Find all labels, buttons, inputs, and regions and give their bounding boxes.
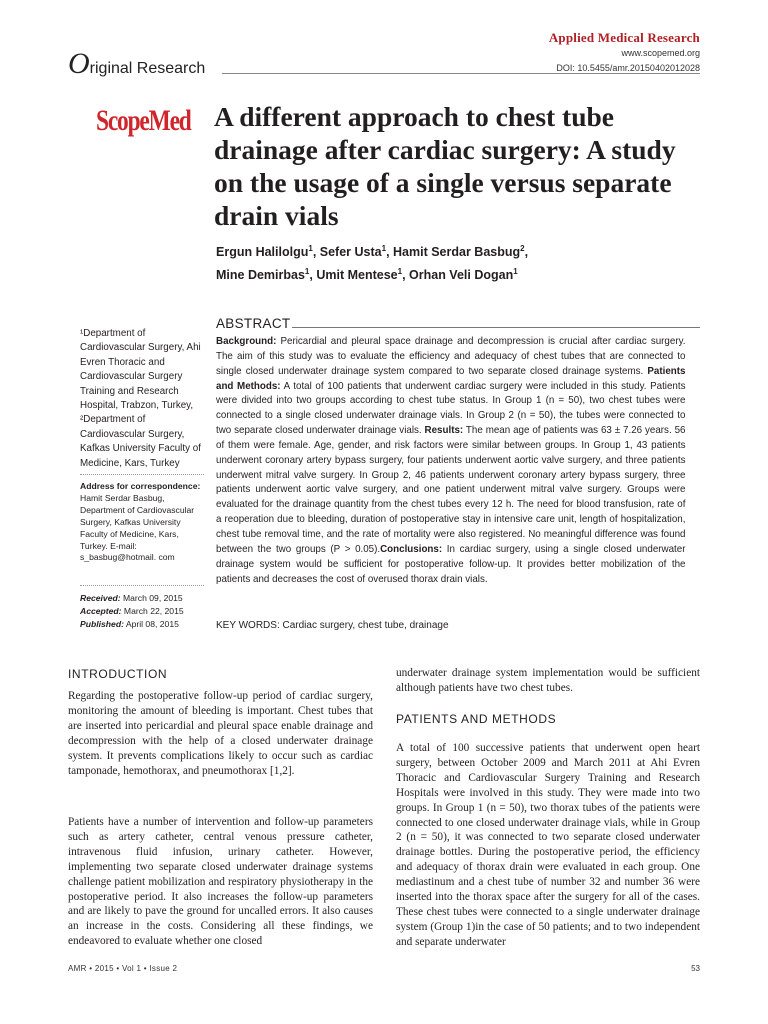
section-heading: PATIENTS AND METHODS: [396, 712, 557, 726]
abstract-conclusions: In cardiac surgery, using a single closed underwater drainage system would be sufficient for postoperative follow-up. It provides better mobilization of the patients and decreases the cost of overused thorax drain vials.: [216, 543, 686, 585]
abstract-background: Pericardial and pleural space drainage and decompression is crucial after cardiac surgery. The aim of this study was to evaluate the efficiency and adequacy of chest tubes that are connected to single closed underwater drainage system compared to two separate closed drainage systems.: [216, 336, 686, 377]
published-label: Published:: [80, 619, 124, 629]
received-date: March 09, 2015: [120, 593, 183, 603]
footer-citation: AMR • 2015 • Vol 1 • Issue 2: [68, 964, 178, 973]
article-title: A different approach to chest tube drainage after cardiac surgery: A study on the usage of a single versus separate drain vials: [214, 101, 676, 231]
author: Hamit Serdar Basbug: [393, 245, 521, 260]
accepted-date: March 22, 2015: [121, 606, 184, 616]
abstract-label: Background:: [216, 336, 277, 347]
journal-website[interactable]: www.scopemed.org: [621, 48, 700, 58]
author: Umit Mentese: [316, 268, 398, 283]
section-heading: INTRODUCTION: [68, 667, 168, 681]
abstract-methods: A total of 100 patients that underwent cardiac surgery were included in this study. Patients were divided into two groups according to chest tube status. In Group 1 (n = 50), two chest tubes were connected to a single closed underwater drainage vials. In Group 2 (n = 50), the tubes were connected to two separate closed underwater drainage vials.: [216, 380, 686, 437]
author: Mine Demirbas: [216, 268, 305, 283]
affil-mark: 1: [304, 267, 310, 277]
article-dates: [80, 592, 206, 631]
abstract-text: [216, 335, 685, 587]
scopemed-logo: ScopeMed: [96, 104, 191, 137]
paragraph: Regarding the postoperative follow-up period of cardiac surgery, monitoring the amount of bleeding is important. Chest tubes that are inserted into pericardial and pleural space enable drainage and decompression with the help of a closed underwater drainage system. It prevents complications likely to occur such as cardiac tamponade, hemothorax, and pneumothorax [1,2].: [68, 690, 373, 777]
author: Sefer Usta: [319, 245, 382, 260]
paragraph: Patients have a number of intervention and follow-up parameters such as artery catheter, central venous pressure catheter, intravenous fluid infusion, urinary catheter. However, implementing two separate closed underwater drainage systems challenge patient mobilization and respiratory physiotherapy in the postoperative period. It also increases the follow-up parameters and are likely to pave the ground for uncalled errors. It also causes an increase in the costs. Considering all these findings, we endeavored to evaluate whether one closed: [68, 816, 373, 948]
divider: [80, 474, 204, 475]
section-initial: O: [68, 47, 90, 80]
section-label-rest: riginal Research: [89, 60, 206, 77]
paragraph: underwater drainage system implementation would be sufficient although patients have two chest tubes.: [396, 667, 700, 694]
received-label: Received:: [80, 593, 121, 603]
author: Ergun Halilolgu: [216, 245, 309, 260]
keywords: KEY WORDS: Cardiac surgery, chest tube, drainage: [216, 620, 449, 631]
published-date: April 08, 2015: [123, 619, 179, 629]
abstract-rule: [292, 327, 700, 328]
journal-name: Applied Medical Research: [548, 30, 700, 45]
header-rule: [222, 73, 700, 74]
correspondence-heading: Address for correspondence:: [80, 481, 201, 491]
affil-mark: 2: [520, 244, 525, 253]
affil-mark: 1: [308, 244, 313, 253]
accepted-label: Accepted:: [80, 606, 122, 616]
paragraph: A total of 100 successive patients that underwent open heart surgery, between October 2009 and March 2011 at Ahi Evren Thoracic and Cardiovascular Surgery Training and Research Hospitals were involved in this study. They were made into two groups. In Group 1 (n = 50), two thorax tubes of the patients were connected to one closed underwater drainage vials, while in Group 2 (n = 50), it was connected to two separate closed underwater drainage bottles. During the postoperative period, the efficiency and adequacy of thorax drain were evaluated in each group. One mediastinum and a chest tube of number 32 and number 36 were inserted into the thorax space after the surgery for all of the cases. These chest tubes were connected to a single underwater drainage system (Group 1)in the case of 50 patients; and to two independent and separate underwater: [396, 742, 700, 948]
author: Orhan Veli Dogan: [409, 268, 514, 283]
page-number: 53: [691, 964, 700, 973]
correspondence-text: Hamit Serdar Basbug, Department of Cardiovascular Surgery, Kafkas University Faculty of Medicine, Kars, Turkey. E-mail: s_basbug@hotmail. com: [80, 492, 195, 563]
author-list: Ergun Halilolgu$^1$, Sefer Usta$^1$, Hamit Serdar Basbug$^2$, Mine Demirbas$^1$, Umit Mentese$^1$, Orhan Veli Dogan$^1$: [216, 244, 529, 283]
affil-mark: 1: [397, 267, 403, 277]
affil-mark: 1: [513, 267, 518, 277]
abstract-heading: ABSTRACT: [216, 316, 291, 331]
abstract-label: Results:: [424, 425, 464, 437]
abstract-label: Conclusions:: [380, 543, 443, 555]
doi[interactable]: DOI: 10.5455/amr.20150402012028: [556, 63, 700, 73]
affil-mark: 1: [381, 244, 387, 253]
section-label: [68, 47, 206, 80]
correspondence: [80, 481, 206, 564]
abstract-label: Patients and Methods:: [216, 365, 686, 392]
divider: [80, 585, 204, 586]
abstract-results: The mean age of patients was 63 ± 7.26 years. 56 of them were female. Age, gender, and risk factors were similar between groups. In Group 1, 43 patients underwent coronary artery bypass surgery, four patients underwent aortic valve surgery, and three patients underwent mitral valve surgery. In Group 2, 46 patients underwent coronary artery bypass surgery, three patients underwent aortic valve surgery, and one patient underwent mitral valve surgery. Groups were evaluated for the drainage quantity from the chest tubes every 12 h. The need for blood transfusion, rate of a reoperation due to bleeding, duration of postoperative stay in intensive care unit, length of hospitalization, chest tube removal time, and the rate of mortality were also registered. No meaningful difference was found between the two groups (P > 0.05).: [216, 425, 686, 555]
affiliations: ¹Department of Cardiovascular Surgery, Ahi Evren Thoracic and Cardiovascular Surgery Training and Research Hospital, Trabzon, Turkey, ²Department of Cardiovascular Surgery, Kafkas University Faculty of Medicine, Kars, Turkey: [80, 328, 201, 469]
